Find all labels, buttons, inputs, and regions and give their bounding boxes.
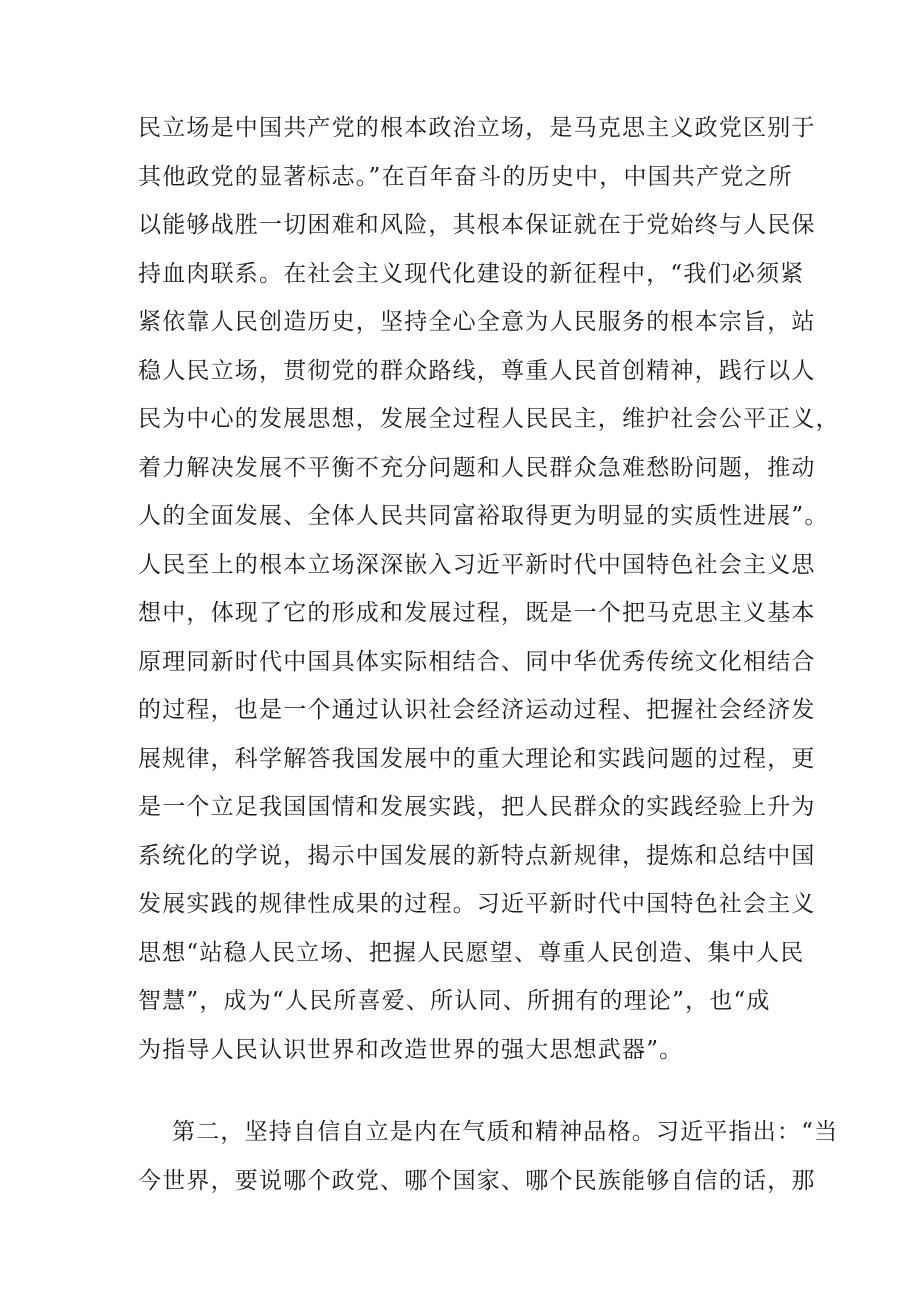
paragraph-1-line: 发展实践的规律性成果的过程。习近平新时代中国特色社会主义 xyxy=(138,891,816,917)
paragraph-1-line: 智慧”，成为“人民所喜爱、所认同、所拥有的理论”，也“成 xyxy=(138,988,771,1014)
paragraph-2 xyxy=(138,1108,839,1205)
paragraph-1 xyxy=(138,104,840,1074)
paragraph-1-line: 人的全面发展、全体人民共同富裕取得更为明显的实质性进展”。 xyxy=(138,503,829,529)
paragraph-2-line: 今世界，要说哪个政党、哪个国家、哪个民族能够自信的话，那 xyxy=(138,1167,816,1194)
paragraph-1-line: 民为中心的发展思想，发展全过程人民民主，维护社会公平正义， xyxy=(138,406,840,432)
paragraph-2-line: 第二，坚持自信自立是内在气质和精神品格。习近平指出：“当 xyxy=(172,1119,839,1145)
paragraph-1-line: 稳人民立场，贯彻党的群众路线，尊重人民首创精神，践行以人 xyxy=(138,357,816,384)
paragraph-1-line: 的过程，也是一个通过认识社会经济运动过程、把握社会经济发 xyxy=(138,697,816,723)
paragraph-1-line: 为指导人民认识世界和改造世界的强大思想武器”。 xyxy=(138,1036,684,1063)
paragraph-1-line: 着力解决发展不平衡不充分问题和人民群众急难愁盼问题，推动 xyxy=(138,454,816,481)
paragraph-1-line: 展规律，科学解答我国发展中的重大理论和实践问题的过程，更 xyxy=(138,745,816,772)
paragraph-1-line: 是一个立足我国国情和发展实践，把人民群众的实践经验上升为 xyxy=(138,794,816,820)
paragraph-1-line: 持血肉联系。在社会主义现代化建设的新征程中，“我们必须紧 xyxy=(138,260,805,287)
paragraph-1-line: 人民至上的根本立场深深嵌入习近平新时代中国特色社会主义思 xyxy=(138,551,816,578)
paragraph-1-line: 思想“站稳人民立场、把握人民愿望、尊重人民创造、集中人民 xyxy=(138,939,805,966)
paragraph-1-line: 原理同新时代中国具体实际相结合、同中华优秀传统文化相结合 xyxy=(138,648,816,675)
paragraph-1-line: 其他政党的显著标志。”在百年奋斗的历史中，中国共产党之所 xyxy=(138,163,793,190)
paragraph-1-line: 以能够战胜一切困难和风险，其根本保证就在于党始终与人民保 xyxy=(138,212,816,238)
paragraph-1-line: 想中，体现了它的形成和发展过程，既是一个把马克思主义基本 xyxy=(138,600,816,626)
paragraph-1-line: 紧依靠人民创造历史，坚持全心全意为人民服务的根本宗旨，站 xyxy=(138,309,816,335)
paragraph-1-line: 系统化的学说，揭示中国发展的新特点新规律，提炼和总结中国 xyxy=(138,842,816,869)
paragraph-1-line: 民立场是中国共产党的根本政治立场，是马克思主义政党区别于 xyxy=(138,115,816,141)
